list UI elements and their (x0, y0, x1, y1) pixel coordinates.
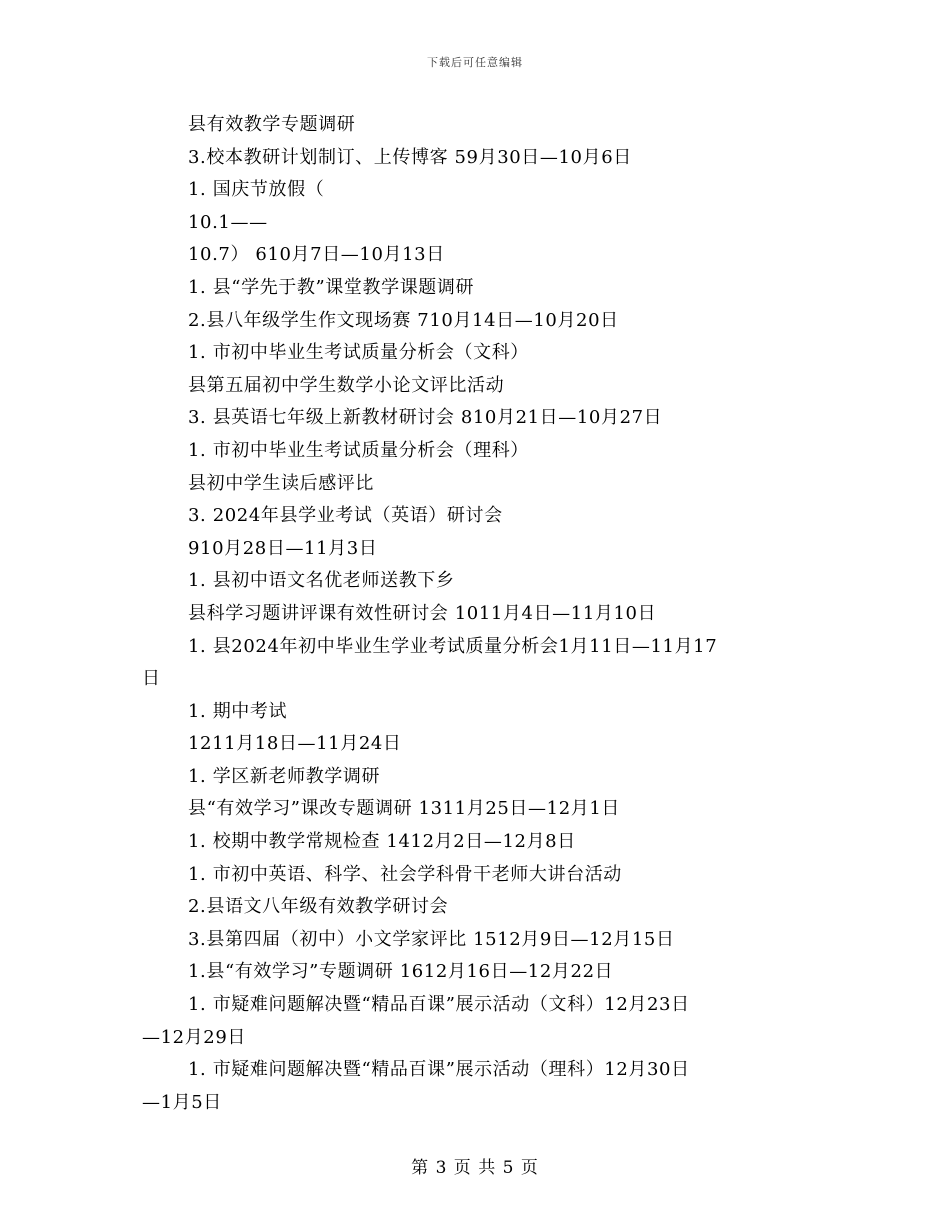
text-line: 1. 市疑难问题解决暨“精品百课”展示活动（文科）12月23日 (188, 994, 690, 1016)
page-footer: 第 3 页 共 5 页 (411, 1158, 539, 1178)
text-line: 1. 国庆节放假（ (188, 179, 325, 201)
text-line: 1211月18日—11月24日 (188, 733, 402, 755)
text-line-continuation: —12月29日 (142, 1026, 247, 1048)
text-line: 1. 校期中教学常规检查 1412月2日—12月8日 (188, 831, 576, 853)
text-line: 1.县“有效学习”专题调研 1612月16日—12月22日 (188, 961, 614, 983)
text-line: 3. 2024年县学业考试（英语）研讨会 (188, 505, 503, 527)
text-line: 10.1—— (188, 211, 268, 233)
page-header: 下载后可任意编辑 (427, 56, 523, 69)
text-line: 1. 学区新老师教学调研 (188, 765, 381, 787)
text-line: 910月28日—11月3日 (188, 537, 378, 559)
text-line: 县“有效学习”课改专题调研 1311月25日—12月1日 (188, 798, 620, 820)
text-line: 1. 市初中英语、科学、社会学科骨干老师大讲台活动 (188, 863, 622, 885)
text-line: 3. 县英语七年级上新教材研讨会 810月21日—10月27日 (188, 407, 663, 429)
text-line: 1. 市疑难问题解决暨“精品百课”展示活动（理科）12月30日 (188, 1059, 690, 1081)
text-line: 县初中学生读后感评比 (188, 472, 374, 494)
text-line: 县第五届初中学生数学小论文评比活动 (188, 374, 505, 396)
text-line: 10.7） 610月7日—10月13日 (188, 244, 445, 266)
text-line: 2.县八年级学生作文现场赛 710月14日—10月20日 (188, 309, 619, 331)
text-line: 3.县第四届（初中）小文学家评比 1512月9日—12月15日 (188, 928, 675, 950)
text-line: 1. 期中考试 (188, 700, 288, 722)
text-line: 县有效教学专题调研 (188, 114, 356, 135)
text-line: 3.校本教研计划制订、上传博客 59月30日—10月6日 (188, 146, 632, 168)
text-line-continuation: —1月5日 (142, 1091, 222, 1113)
document-body (142, 109, 822, 1119)
text-line: 1. 县“学先于教”课堂教学课题调研 (188, 276, 475, 298)
text-line: 1. 市初中毕业生考试质量分析会（理科） (188, 439, 529, 461)
text-line: 1. 县初中语文名优老师送教下乡 (188, 570, 455, 592)
text-line-continuation: 日 (142, 668, 161, 690)
text-line: 1. 县2024年初中毕业生学业考试质量分析会1月11日—11月17 (188, 635, 718, 657)
text-line: 1. 市初中毕业生考试质量分析会（文科） (188, 342, 529, 364)
text-line: 县科学习题讲评课有效性研讨会 1011月4日—11月10日 (188, 602, 657, 624)
text-line: 2.县语文八年级有效教学研讨会 (188, 896, 449, 918)
